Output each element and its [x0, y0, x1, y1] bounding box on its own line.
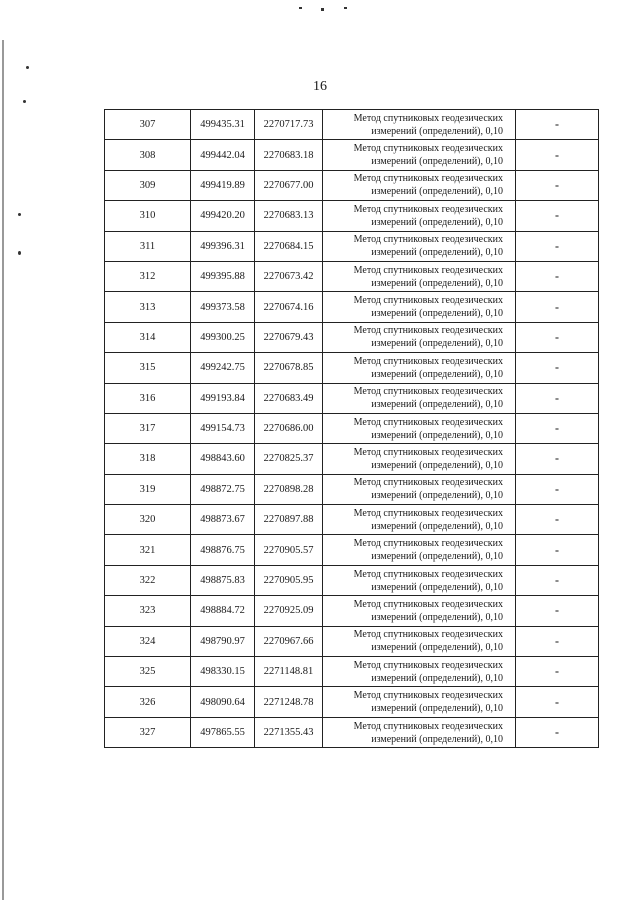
x-coordinate-cell: 498872.75	[191, 474, 255, 504]
description-cell: -	[516, 626, 599, 656]
y-coordinate-cell: 2271248.78	[255, 687, 323, 717]
table-row	[105, 474, 599, 504]
method-line-1: Метод спутниковых геодезических	[353, 568, 503, 580]
point-number-cell: 322	[105, 565, 191, 595]
method-cell	[323, 170, 516, 200]
point-number-cell: 319	[105, 474, 191, 504]
method-line-1: Метод спутниковых геодезических	[353, 143, 503, 155]
description-cell: -	[516, 717, 599, 747]
scan-artifact	[18, 251, 21, 255]
x-coordinate-cell: 499300.25	[191, 322, 255, 352]
method-line-2: измерений (определений), 0,10	[371, 399, 503, 411]
method-line-1: Метод спутниковых геодезических	[353, 446, 503, 458]
method-cell	[323, 110, 516, 140]
description-cell: -	[516, 292, 599, 322]
method-line-1: Метод спутниковых геодезических	[353, 325, 503, 337]
table-row	[105, 717, 599, 747]
method-cell	[323, 383, 516, 413]
point-number-cell: 307	[105, 110, 191, 140]
method-line-1: Метод спутниковых геодезических	[353, 477, 503, 489]
description-cell: -	[516, 201, 599, 231]
method-line-2: измерений (определений), 0,10	[371, 581, 503, 593]
y-coordinate-cell: 2270683.13	[255, 201, 323, 231]
method-line-2: измерений (определений), 0,10	[371, 429, 503, 441]
method-line-2: измерений (определений), 0,10	[371, 156, 503, 168]
y-coordinate-cell: 2270677.00	[255, 170, 323, 200]
method-line-2: измерений (определений), 0,10	[371, 216, 503, 228]
point-number-cell: 317	[105, 413, 191, 443]
method-cell	[323, 535, 516, 565]
method-line-2: измерений (определений), 0,10	[371, 338, 503, 350]
table-row	[105, 201, 599, 231]
table-row	[105, 535, 599, 565]
x-coordinate-cell: 499373.58	[191, 292, 255, 322]
method-cell	[323, 413, 516, 443]
description-cell: -	[516, 565, 599, 595]
method-line-1: Метод спутниковых геодезических	[353, 659, 503, 671]
x-coordinate-cell: 499193.84	[191, 383, 255, 413]
method-line-1: Метод спутниковых геодезических	[353, 264, 503, 276]
method-line-2: измерений (определений), 0,10	[371, 247, 503, 259]
y-coordinate-cell: 2270678.85	[255, 353, 323, 383]
description-cell: -	[516, 261, 599, 291]
table-row	[105, 413, 599, 443]
method-line-1: Метод спутниковых геодезических	[353, 690, 503, 702]
x-coordinate-cell: 498873.67	[191, 505, 255, 535]
table-row	[105, 170, 599, 200]
table-row	[105, 353, 599, 383]
y-coordinate-cell: 2270679.43	[255, 322, 323, 352]
y-coordinate-cell: 2270717.73	[255, 110, 323, 140]
method-cell	[323, 444, 516, 474]
y-coordinate-cell: 2270674.16	[255, 292, 323, 322]
method-cell	[323, 140, 516, 170]
method-line-1: Метод спутниковых геодезических	[353, 720, 503, 732]
x-coordinate-cell: 498330.15	[191, 657, 255, 687]
x-coordinate-cell: 497865.55	[191, 717, 255, 747]
method-cell	[323, 292, 516, 322]
scan-artifact	[344, 7, 347, 9]
method-cell	[323, 626, 516, 656]
table-row	[105, 322, 599, 352]
method-line-2: измерений (определений), 0,10	[371, 551, 503, 563]
point-number-cell: 315	[105, 353, 191, 383]
method-line-1: Метод спутниковых геодезических	[353, 507, 503, 519]
y-coordinate-cell: 2271148.81	[255, 657, 323, 687]
point-number-cell: 321	[105, 535, 191, 565]
description-cell: -	[516, 170, 599, 200]
point-number-cell: 313	[105, 292, 191, 322]
method-line-1: Метод спутниковых геодезических	[353, 629, 503, 641]
method-line-1: Метод спутниковых геодезических	[353, 355, 503, 367]
y-coordinate-cell: 2270905.57	[255, 535, 323, 565]
table-row	[105, 444, 599, 474]
description-cell: -	[516, 231, 599, 261]
method-line-1: Метод спутниковых геодезических	[353, 234, 503, 246]
table-row	[105, 383, 599, 413]
coordinates-table	[104, 109, 599, 748]
scan-artifact	[2, 40, 4, 900]
table-row	[105, 261, 599, 291]
method-line-1: Метод спутниковых геодезических	[353, 295, 503, 307]
x-coordinate-cell: 499435.31	[191, 110, 255, 140]
table-row	[105, 292, 599, 322]
table-row	[105, 657, 599, 687]
table-row	[105, 687, 599, 717]
y-coordinate-cell: 2270898.28	[255, 474, 323, 504]
x-coordinate-cell: 499154.73	[191, 413, 255, 443]
method-cell	[323, 657, 516, 687]
method-line-1: Метод спутниковых геодезических	[353, 538, 503, 550]
table-row	[105, 565, 599, 595]
y-coordinate-cell: 2270686.00	[255, 413, 323, 443]
method-cell	[323, 261, 516, 291]
table-row	[105, 110, 599, 140]
x-coordinate-cell: 498090.64	[191, 687, 255, 717]
y-coordinate-cell: 2270683.49	[255, 383, 323, 413]
method-line-2: измерений (определений), 0,10	[371, 308, 503, 320]
x-coordinate-cell: 498843.60	[191, 444, 255, 474]
x-coordinate-cell: 499420.20	[191, 201, 255, 231]
x-coordinate-cell: 499442.04	[191, 140, 255, 170]
point-number-cell: 323	[105, 596, 191, 626]
x-coordinate-cell: 498875.83	[191, 565, 255, 595]
description-cell: -	[516, 110, 599, 140]
point-number-cell: 320	[105, 505, 191, 535]
x-coordinate-cell: 498790.97	[191, 626, 255, 656]
point-number-cell: 314	[105, 322, 191, 352]
point-number-cell: 310	[105, 201, 191, 231]
method-line-2: измерений (определений), 0,10	[371, 733, 503, 745]
method-line-1: Метод спутниковых геодезических	[353, 598, 503, 610]
point-number-cell: 308	[105, 140, 191, 170]
scan-artifact	[18, 213, 21, 216]
x-coordinate-cell: 499419.89	[191, 170, 255, 200]
table-row	[105, 505, 599, 535]
point-number-cell: 326	[105, 687, 191, 717]
method-cell	[323, 596, 516, 626]
table-row	[105, 231, 599, 261]
description-cell: -	[516, 535, 599, 565]
description-cell: -	[516, 322, 599, 352]
point-number-cell: 309	[105, 170, 191, 200]
point-number-cell: 311	[105, 231, 191, 261]
description-cell: -	[516, 505, 599, 535]
method-line-2: измерений (определений), 0,10	[371, 520, 503, 532]
method-cell	[323, 474, 516, 504]
description-cell: -	[516, 383, 599, 413]
point-number-cell: 316	[105, 383, 191, 413]
method-line-2: измерений (определений), 0,10	[371, 672, 503, 684]
method-line-2: измерений (определений), 0,10	[371, 611, 503, 623]
method-line-2: измерений (определений), 0,10	[371, 368, 503, 380]
table-row	[105, 140, 599, 170]
x-coordinate-cell: 499396.31	[191, 231, 255, 261]
point-number-cell: 327	[105, 717, 191, 747]
scan-artifact	[23, 100, 26, 103]
y-coordinate-cell: 2270683.18	[255, 140, 323, 170]
method-line-1: Метод спутниковых геодезических	[353, 416, 503, 428]
method-line-2: измерений (определений), 0,10	[371, 703, 503, 715]
method-cell	[323, 231, 516, 261]
y-coordinate-cell: 2270684.15	[255, 231, 323, 261]
point-number-cell: 324	[105, 626, 191, 656]
method-line-1: Метод спутниковых геодезических	[353, 173, 503, 185]
method-line-2: измерений (определений), 0,10	[371, 125, 503, 137]
method-cell	[323, 717, 516, 747]
point-number-cell: 318	[105, 444, 191, 474]
description-cell: -	[516, 596, 599, 626]
y-coordinate-cell: 2270825.37	[255, 444, 323, 474]
description-cell: -	[516, 474, 599, 504]
method-cell	[323, 201, 516, 231]
scan-artifact	[26, 66, 29, 69]
x-coordinate-cell: 499395.88	[191, 261, 255, 291]
x-coordinate-cell: 499242.75	[191, 353, 255, 383]
method-line-2: измерений (определений), 0,10	[371, 186, 503, 198]
description-cell: -	[516, 353, 599, 383]
x-coordinate-cell: 498884.72	[191, 596, 255, 626]
method-cell	[323, 687, 516, 717]
scan-artifact	[299, 7, 302, 9]
method-line-2: измерений (определений), 0,10	[371, 642, 503, 654]
page-number: 16	[313, 79, 327, 94]
method-line-2: измерений (определений), 0,10	[371, 459, 503, 471]
y-coordinate-cell: 2270897.88	[255, 505, 323, 535]
method-cell	[323, 505, 516, 535]
method-line-1: Метод спутниковых геодезических	[353, 112, 503, 124]
description-cell: -	[516, 657, 599, 687]
point-number-cell: 312	[105, 261, 191, 291]
scan-artifact	[321, 8, 324, 11]
table-row	[105, 626, 599, 656]
description-cell: -	[516, 140, 599, 170]
table-row	[105, 596, 599, 626]
y-coordinate-cell: 2270905.95	[255, 565, 323, 595]
description-cell: -	[516, 413, 599, 443]
y-coordinate-cell: 2270967.66	[255, 626, 323, 656]
y-coordinate-cell: 2271355.43	[255, 717, 323, 747]
method-line-1: Метод спутниковых геодезических	[353, 203, 503, 215]
description-cell: -	[516, 687, 599, 717]
method-line-2: измерений (определений), 0,10	[371, 277, 503, 289]
x-coordinate-cell: 498876.75	[191, 535, 255, 565]
y-coordinate-cell: 2270925.09	[255, 596, 323, 626]
method-cell	[323, 353, 516, 383]
y-coordinate-cell: 2270673.42	[255, 261, 323, 291]
point-number-cell: 325	[105, 657, 191, 687]
method-line-2: измерений (определений), 0,10	[371, 490, 503, 502]
description-cell: -	[516, 444, 599, 474]
method-cell	[323, 565, 516, 595]
method-line-1: Метод спутниковых геодезических	[353, 386, 503, 398]
method-cell	[323, 322, 516, 352]
